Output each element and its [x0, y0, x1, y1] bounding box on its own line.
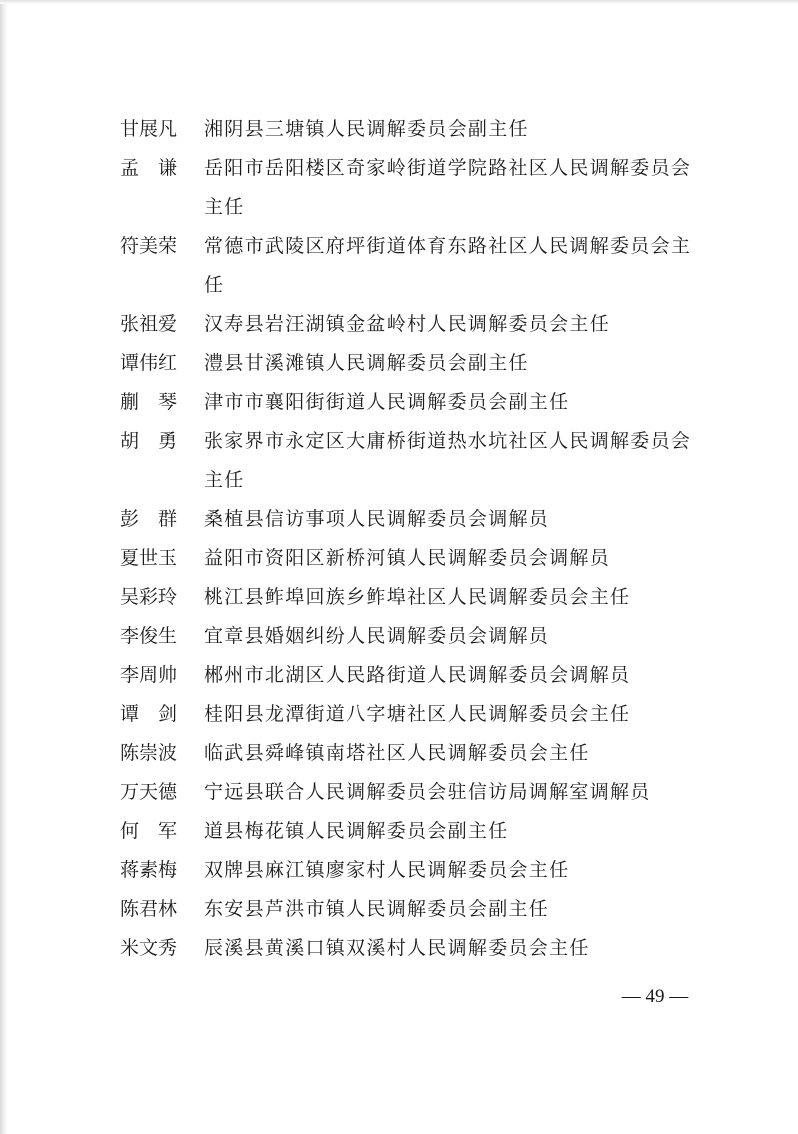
- list-item: [120, 695, 720, 734]
- person-name: 夏世玉: [120, 547, 178, 569]
- page-number: — 49 —: [621, 986, 689, 1007]
- person-name: 李俊生: [120, 625, 178, 647]
- person-title: 宜章县婚姻纠纷人民调解委员会调解员: [204, 625, 550, 647]
- person-name: 李周帅: [120, 664, 178, 686]
- person-name: 谭 剑: [120, 703, 178, 725]
- list-item: [120, 110, 720, 149]
- person-name: 彭 群: [120, 508, 178, 530]
- list-item: [120, 422, 720, 500]
- person-name: 符美荣: [120, 235, 178, 257]
- person-name: 吴彩玲: [120, 586, 178, 608]
- person-title: 东安县芦洪市镇人民调解委员会副主任: [204, 898, 550, 920]
- person-name: 陈崇波: [120, 742, 178, 764]
- list-item: [120, 929, 720, 968]
- scan-edge-top: [0, 0, 798, 4]
- list-item: [120, 344, 720, 383]
- person-title: 湘阴县三塘镇人民调解委员会副主任: [204, 118, 529, 140]
- person-title: 益阳市资阳区新桥河镇人民调解委员会调解员: [204, 547, 611, 569]
- list-item: [120, 500, 720, 539]
- person-title: 临武县舜峰镇南塔社区人民调解委员会主任: [204, 742, 590, 764]
- person-title: 宁远县联合人民调解委员会驻信访局调解室调解员: [204, 781, 651, 803]
- list-item: [120, 305, 720, 344]
- list-item: [120, 890, 720, 929]
- person-name: 蒯 琴: [120, 391, 178, 413]
- person-name: 米文秀: [120, 937, 178, 959]
- list-item: [120, 656, 720, 695]
- person-title: 道县梅花镇人民调解委员会副主任: [204, 820, 509, 842]
- person-title: 岳阳市岳阳楼区奇家岭街道学院路社区人民调解委员会主任: [204, 157, 692, 218]
- name-list: [120, 110, 720, 968]
- person-title: 汉寿县岩汪湖镇金盆岭村人民调解委员会主任: [204, 313, 611, 335]
- list-item: [120, 851, 720, 890]
- person-title: 桃江县鲊埠回族乡鲊埠社区人民调解委员会主任: [204, 586, 631, 608]
- list-item: [120, 734, 720, 773]
- person-title: 桑植县信访事项人民调解委员会调解员: [204, 508, 550, 530]
- person-name: 胡 勇: [120, 430, 178, 452]
- person-title: 张家界市永定区大庸桥街道热水坑社区人民调解委员会主任: [204, 430, 692, 491]
- person-name: 谭伟红: [120, 352, 178, 374]
- list-item: [120, 383, 720, 422]
- person-name: 何 军: [120, 820, 178, 842]
- person-title: 津市市襄阳街街道人民调解委员会副主任: [204, 391, 570, 413]
- list-item: [120, 773, 720, 812]
- person-name: 万天德: [120, 781, 178, 803]
- list-item: [120, 227, 720, 305]
- person-name: 甘展凡: [120, 118, 178, 140]
- person-title: 常德市武陵区府坪街道体育东路社区人民调解委员会主任: [204, 235, 692, 296]
- person-title: 桂阳县龙潭街道八字塘社区人民调解委员会主任: [204, 703, 631, 725]
- list-item: [120, 539, 720, 578]
- person-title: 郴州市北湖区人民路街道人民调解委员会调解员: [204, 664, 631, 686]
- person-name: 孟 谦: [120, 157, 178, 179]
- person-title: 澧县甘溪滩镇人民调解委员会副主任: [204, 352, 529, 374]
- person-title: 辰溪县黄溪口镇双溪村人民调解委员会主任: [204, 937, 590, 959]
- scan-edge-left: [0, 0, 8, 1134]
- person-name: 张祖爱: [120, 313, 178, 335]
- list-item: [120, 578, 720, 617]
- list-item: [120, 812, 720, 851]
- list-item: [120, 149, 720, 227]
- person-name: 蒋素梅: [120, 859, 178, 881]
- person-name: 陈君林: [120, 898, 178, 920]
- list-item: [120, 617, 720, 656]
- person-title: 双牌县麻江镇廖家村人民调解委员会主任: [204, 859, 570, 881]
